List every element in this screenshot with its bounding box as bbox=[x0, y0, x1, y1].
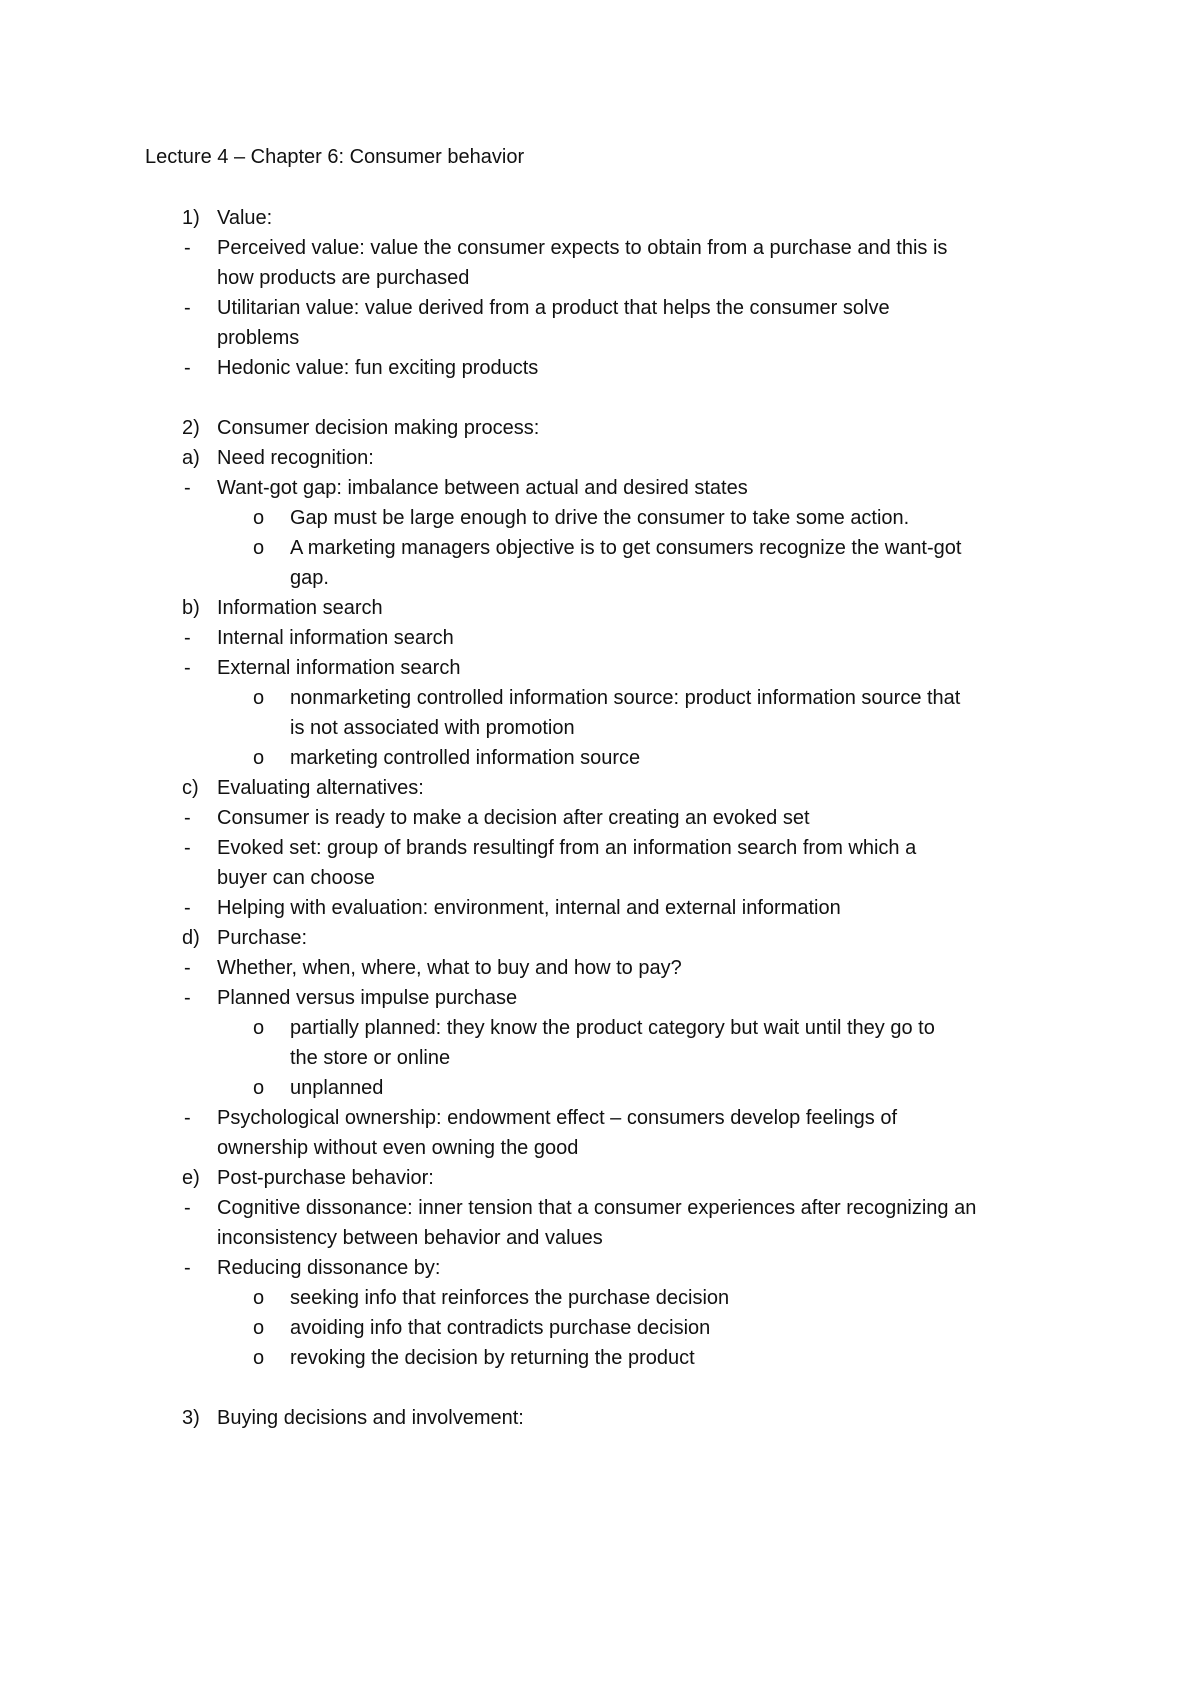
dash-bullet-marker: - bbox=[184, 627, 191, 649]
sub-bullet-marker: o bbox=[253, 1287, 265, 1309]
note-line: buyer can choose bbox=[217, 867, 375, 889]
note-line: Purchase: bbox=[217, 927, 308, 949]
note-line: Evoked set: group of brands resultingf from an information search from which a bbox=[217, 837, 917, 859]
list-number-marker: c) bbox=[182, 777, 199, 799]
note-line: External information search bbox=[217, 657, 461, 679]
note-line: problems bbox=[217, 327, 300, 349]
list-number-marker: 2) bbox=[182, 417, 200, 439]
note-line: ownership without even owning the good bbox=[217, 1137, 579, 1159]
note-line: unplanned bbox=[290, 1077, 384, 1099]
dash-bullet-marker: - bbox=[184, 837, 191, 859]
note-line: Value: bbox=[217, 207, 273, 229]
sub-bullet-marker: o bbox=[253, 1017, 265, 1039]
dash-bullet-marker: - bbox=[184, 897, 191, 919]
note-line: Consumer decision making process: bbox=[217, 417, 540, 439]
page-title: Lecture 4 – Chapter 6: Consumer behavior bbox=[145, 146, 525, 168]
note-line: how products are purchased bbox=[217, 267, 470, 289]
note-line: Gap must be large enough to drive the consumer to take some action. bbox=[290, 507, 910, 529]
note-line: Information search bbox=[217, 597, 383, 619]
note-line: Helping with evaluation: environment, internal and external information bbox=[217, 897, 841, 919]
note-line: Evaluating alternatives: bbox=[217, 777, 424, 799]
note-line: A marketing managers objective is to get consumers recognize the want-got bbox=[290, 537, 962, 559]
list-number-marker: a) bbox=[182, 447, 200, 469]
list-number-marker: e) bbox=[182, 1167, 200, 1189]
note-line: Psychological ownership: endowment effect – consumers develop feelings of bbox=[217, 1107, 898, 1129]
dash-bullet-marker: - bbox=[184, 477, 191, 499]
dash-bullet-marker: - bbox=[184, 1257, 191, 1279]
dash-bullet-marker: - bbox=[184, 807, 191, 829]
dash-bullet-marker: - bbox=[184, 237, 191, 259]
note-line: Post-purchase behavior: bbox=[217, 1167, 434, 1189]
note-line: Cognitive dissonance: inner tension that a consumer experiences after recognizing an bbox=[217, 1197, 977, 1219]
sub-bullet-marker: o bbox=[253, 537, 265, 559]
note-line: gap. bbox=[290, 567, 329, 589]
note-line: Need recognition: bbox=[217, 447, 374, 469]
note-line: marketing controlled information source bbox=[290, 747, 641, 769]
note-line: the store or online bbox=[290, 1047, 451, 1069]
note-line: avoiding info that contradicts purchase decision bbox=[290, 1317, 711, 1339]
note-line: nonmarketing controlled information source: product information source that bbox=[290, 687, 961, 709]
sub-bullet-marker: o bbox=[253, 1347, 265, 1369]
dash-bullet-marker: - bbox=[184, 657, 191, 679]
note-line: Reducing dissonance by: bbox=[217, 1257, 441, 1279]
note-line: Perceived value: value the consumer expects to obtain from a purchase and this is bbox=[217, 237, 948, 259]
note-line: Hedonic value: fun exciting products bbox=[217, 357, 539, 379]
note-line: Planned versus impulse purchase bbox=[217, 987, 518, 1009]
dash-bullet-marker: - bbox=[184, 1107, 191, 1129]
note-line: Internal information search bbox=[217, 627, 454, 649]
list-number-marker: 3) bbox=[182, 1407, 200, 1429]
note-line: Utilitarian value: value derived from a product that helps the consumer solve bbox=[217, 297, 890, 319]
note-line: Consumer is ready to make a decision after creating an evoked set bbox=[217, 807, 810, 829]
list-number-marker: d) bbox=[182, 927, 200, 949]
sub-bullet-marker: o bbox=[253, 1077, 265, 1099]
sub-bullet-marker: o bbox=[253, 1317, 265, 1339]
note-line: revoking the decision by returning the product bbox=[290, 1347, 695, 1369]
note-line: Want-got gap: imbalance between actual and desired states bbox=[217, 477, 748, 499]
dash-bullet-marker: - bbox=[184, 297, 191, 319]
dash-bullet-marker: - bbox=[184, 987, 191, 1009]
sub-bullet-marker: o bbox=[253, 747, 265, 769]
note-line: partially planned: they know the product category but wait until they go to bbox=[290, 1017, 935, 1039]
sub-bullet-marker: o bbox=[253, 687, 265, 709]
list-number-marker: 1) bbox=[182, 207, 200, 229]
note-line: inconsistency between behavior and values bbox=[217, 1227, 603, 1249]
dash-bullet-marker: - bbox=[184, 357, 191, 379]
note-line: seeking info that reinforces the purchase decision bbox=[290, 1287, 730, 1309]
sub-bullet-marker: o bbox=[253, 507, 265, 529]
note-line: Buying decisions and involvement: bbox=[217, 1407, 524, 1429]
note-line: Whether, when, where, what to buy and how to pay? bbox=[217, 957, 682, 979]
note-line: is not associated with promotion bbox=[290, 717, 575, 739]
dash-bullet-marker: - bbox=[184, 1197, 191, 1219]
list-number-marker: b) bbox=[182, 597, 200, 619]
dash-bullet-marker: - bbox=[184, 957, 191, 979]
